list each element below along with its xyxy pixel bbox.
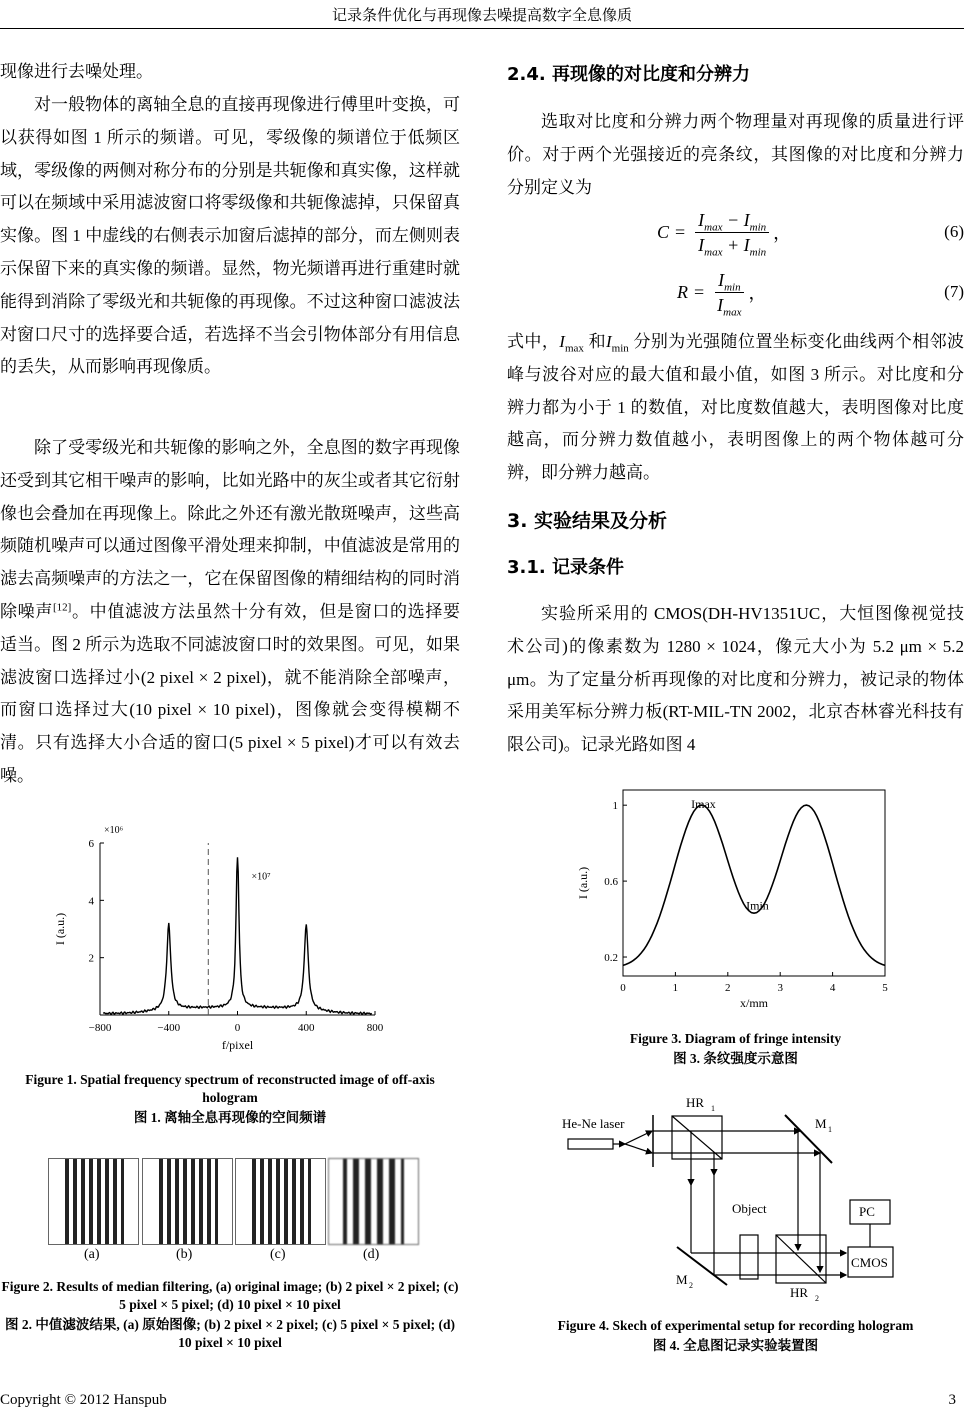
- y-tick-label: 6: [88, 838, 94, 850]
- y-axis-label: I (a.u.): [576, 866, 590, 900]
- section-heading: 3. 实验结果及分析: [507, 510, 668, 532]
- annotation-imin: Imin: [746, 898, 769, 913]
- figure-3-caption: [507, 1030, 964, 1068]
- x-tick-label: −400: [157, 1022, 181, 1034]
- figure-3-fringe-chart: [575, 778, 895, 1013]
- figure-4-setup-diagram: [540, 1085, 910, 1305]
- equation-number: (6): [944, 222, 964, 241]
- figure-2-label-c: (c): [270, 1247, 286, 1262]
- figure-1-caption-cn: 图 1. 离轴全息再现像的空间频谱: [133, 1110, 327, 1125]
- laser-box: [568, 1139, 613, 1149]
- header-rule: [0, 28, 964, 29]
- right-paragraph-3: [507, 598, 964, 762]
- section-3-1-heading-block: [507, 553, 964, 583]
- section-heading: 2.4. 再现像的对比度和分辨力: [507, 64, 750, 85]
- object-holder: [740, 1235, 758, 1279]
- x-tick-label: 2: [725, 982, 731, 994]
- plot-frame: [623, 790, 885, 976]
- paragraph: [0, 432, 460, 793]
- running-header: 记录条件优化与再现像去噪提高数字全息像质: [331, 8, 632, 24]
- x-tick-label: 0: [234, 1022, 241, 1034]
- figure-4-caption-cn: 图 4. 全息图记录实验装置图: [652, 1338, 819, 1353]
- figure-1-caption: [0, 1071, 460, 1127]
- label-m1-sub: 1: [828, 1125, 832, 1134]
- paragraph: 现像进行去噪处理。: [0, 62, 153, 81]
- figure-1-caption-en: Figure 1. Spatial frequency spectrum of reconstructed image of off-axis hologram: [25, 1072, 435, 1105]
- label-cmos: CMOS: [851, 1255, 888, 1270]
- figure-2-label-d: (d): [363, 1247, 380, 1262]
- equation-6: C = $\frac{I_{max} - I_{min}}{I_{max} + I_{min}}$ ， (6): [657, 209, 964, 259]
- y-tick-label: 0.6: [604, 876, 618, 889]
- intensity-series: [623, 805, 885, 965]
- label-laser: He-Ne laser: [562, 1116, 625, 1131]
- y-tick-label: 4: [88, 895, 94, 908]
- text: 。中值滤波方法虽然十分有效，但是窗口的选择要适当。图 2 所示为选取不同滤波窗口时的效果图。可见，如果滤波窗口选择过小(2 pixel × 2 pixel)，就不能消除全部噪声，而窗口选择过大(10 pixel × 10 pixel)，图像就会变得模糊不清。只有选择大小合适的窗口(5 pixel × 5 pixel)才可以有效去噪。: [0, 601, 461, 785]
- label-hr2: HR: [790, 1285, 809, 1300]
- figure-2-image: [142, 1158, 233, 1245]
- figure-3-caption-en: Figure 3. Diagram of fringe intensity: [629, 1031, 842, 1046]
- equation-number: (7): [944, 282, 964, 301]
- eq-lhs: C: [657, 221, 670, 242]
- x-tick-label: 0: [620, 982, 626, 994]
- label-pc: PC: [859, 1204, 875, 1219]
- citation[interactable]: [12]: [53, 601, 72, 614]
- y-tick-label: 1: [612, 800, 618, 813]
- x-tick-label: 3: [777, 982, 783, 994]
- label-object: Object: [732, 1201, 767, 1216]
- y-tick-label: 0.2: [604, 952, 618, 965]
- figure-4-caption-en: Figure 4. Skech of experimental setup for recording hologram: [557, 1318, 914, 1333]
- left-paragraph-0: [0, 56, 460, 89]
- label-m2-sub: 2: [689, 1281, 693, 1290]
- label-m1: M: [815, 1116, 827, 1131]
- paragraph: 对一般物体的离轴全息的直接再现像进行傅里叶变换，可以获得如图 1 所示的频谱。可见，零级像的频谱位于低频区域，零级像的两侧对称分布的分别是共轭像和真实像，这样就可以在频域中采用滤波窗口将零级像和共轭像滤掉，只保留真实像。图 1 中虚线的右侧表示加窗后滤掉的部分，而左侧则表示保留下来的真实像的频谱。显然，物光频谱再进行重建时就能得到消除了零级光和共轭像的再现像。不过这种窗口滤波法对窗口尺寸的选择要合适，若选择不当会引物体部分有用信息的丢失，从而影响再现像质。: [0, 95, 460, 377]
- section-2-4-heading-block: [507, 60, 964, 90]
- figure-2-image: [235, 1158, 326, 1245]
- paragraph: 实验所采用的 CMOS(DH-HV1351UC，大恒图像视觉技术公司)的像素数为 1280 × 1024，像元大小为 5.2 μm × 5.2 μm。为了定量分析再现像的对比度和分辨力，被记录的物体采用美军标分辨力板(RT-MIL-TN 2002，北京杏林睿光科技有限公司)。记录光路如图 4: [507, 604, 964, 755]
- label-m2: M: [676, 1272, 688, 1287]
- subsection-heading: 3.1. 记录条件: [507, 557, 624, 578]
- figure-2-image: [48, 1158, 139, 1245]
- fraction: $\frac{I_{min}}{I_{max}}$: [714, 268, 744, 317]
- left-paragraph-2: [0, 432, 460, 793]
- figure-4-caption: [507, 1317, 964, 1355]
- x-tick-label: 1: [672, 982, 679, 994]
- figure-2-label-b: (b): [176, 1247, 193, 1262]
- x-axis-label: f/pixel: [221, 1038, 254, 1052]
- figure-2-caption-en: Figure 2. Results of median filtering, (a) original image; (b) 2 pixel × 2 pixel; (c) 5 pixel × 5 pixel; (d) 10 pixel × 10 pixel: [1, 1279, 459, 1312]
- text: 除了受零级光和共轭像的影响之外，全息图的数字再现像还受到其它相干噪声的影响，比如光路中的灰尘或者其它衍射像也会叠加在再现像上。除此之外还有激光散斑噪声，这些高频随机噪声可以通过图像平滑处理来抑制，中值滤波是常用的滤去高频噪声的方法之一，它在保留图像的精细结构的同时消除噪声: [0, 438, 460, 621]
- figure-2-caption: [0, 1278, 460, 1352]
- label-hr2-sub: 2: [815, 1294, 819, 1303]
- figure-3-caption-cn: 图 3. 条纹强度示意图: [673, 1051, 798, 1066]
- figure-2-label-a: (a): [84, 1247, 100, 1262]
- equation-7: R = $\frac{I_{min}}{I_{max}}$ ， (7): [677, 269, 964, 319]
- section-3-heading-block: [507, 506, 964, 536]
- figure-1-spectrum-chart: [40, 815, 420, 1060]
- paragraph: 选取对比度和分辨力两个物理量对再现像的质量进行评价。对于两个光强接近的亮条纹，其图像的对比度和分辨力分别定义为: [507, 112, 964, 197]
- x-tick-label: −800: [88, 1022, 112, 1034]
- figure-2-image: [328, 1158, 419, 1245]
- spectrum-series: [103, 857, 371, 1014]
- label-hr1-sub: 1: [711, 1104, 715, 1113]
- scale-label: ×10⁶: [104, 825, 124, 836]
- x-tick-label: 5: [882, 982, 888, 994]
- left-paragraph-1: [0, 89, 460, 384]
- x-tick-label: 400: [298, 1022, 315, 1034]
- eq-lhs: R: [677, 281, 688, 302]
- scale-label: ×10⁷: [251, 871, 271, 883]
- annotation-imax: Imax: [691, 797, 716, 811]
- y-axis-label: I (a.u.): [53, 912, 67, 946]
- x-axis-label: x/mm: [739, 996, 769, 1010]
- x-tick-label: 4: [829, 982, 836, 994]
- label-hr1: HR: [686, 1095, 705, 1110]
- y-tick-label: 2: [88, 952, 94, 965]
- fraction: $\frac{I_{max} - I_{min}}{I_{max} + I_{min}}$: [695, 208, 769, 257]
- x-tick-label: 800: [366, 1022, 384, 1034]
- figure-2-caption-cn: 图 2. 中值滤波结果, (a) 原始图像; (b) 2 pixel × 2 pixel; (c) 5 pixel × 5 pixel; (d) 10 pixel × 10 pixel: [5, 1317, 455, 1350]
- right-paragraph-1: [507, 106, 964, 204]
- copyright: Copyright © 2012 Hanspub: [0, 1392, 167, 1408]
- page-number: 3: [948, 1392, 956, 1408]
- right-paragraph-2: [507, 326, 964, 490]
- paragraph: 式中，$I_{max}$ 和$I_{min}$ 分别为光强随位置坐标变化曲线两个相邻波峰与波谷对应的最大值和最小值，如图 3 所示。对比度和分辨力都为小于 1 的数值，对比度数值越大，表明图像对比度越高，而分辨力数值越小，表明图像上的两个物体越可分辨，即分辨力越高。: [507, 332, 964, 483]
